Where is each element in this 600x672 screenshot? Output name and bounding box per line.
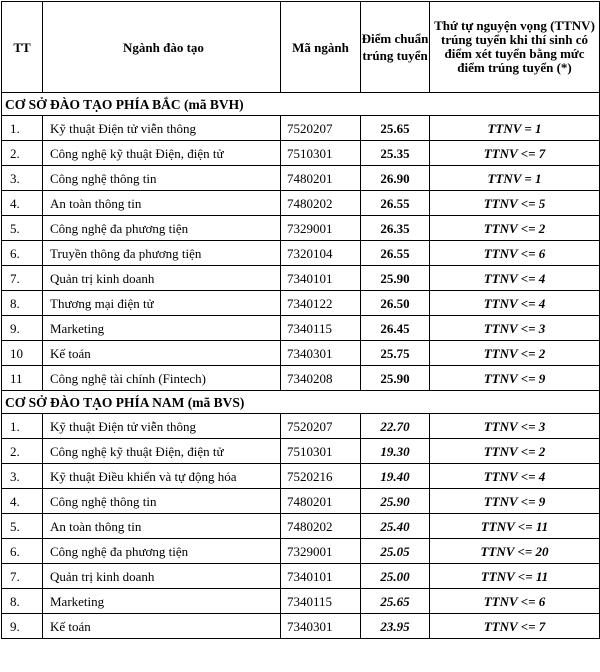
table-row [2, 216, 600, 241]
row-number: 9. [2, 316, 43, 341]
ttnv-rule: TTNV <= 11 [430, 564, 600, 589]
cutoff-score: 25.90 [361, 266, 430, 291]
table-row [2, 116, 600, 141]
table-row [2, 414, 600, 439]
row-number: 5. [2, 216, 43, 241]
cutoff-score: 25.40 [361, 514, 430, 539]
section-header-row [2, 93, 600, 116]
section-header-row [2, 391, 600, 414]
table-row [2, 366, 600, 391]
cutoff-score: 25.75 [361, 341, 430, 366]
ttnv-rule: TTNV <= 3 [430, 414, 600, 439]
row-number: 10 [2, 341, 43, 366]
program-name: Thương mại điện tử [43, 291, 281, 316]
program-name: Công nghệ kỹ thuật Điện, điện tử [43, 439, 281, 464]
ttnv-rule: TTNV <= 4 [430, 291, 600, 316]
program-name: Truyền thông đa phương tiện [43, 241, 281, 266]
table-row [2, 564, 600, 589]
ttnv-rule: TTNV <= 6 [430, 589, 600, 614]
row-number: 7. [2, 266, 43, 291]
ttnv-rule: TTNV <= 3 [430, 316, 600, 341]
program-name: Kế toán [43, 614, 281, 639]
program-code: 7520207 [281, 116, 361, 141]
program-name: Công nghệ đa phương tiện [43, 216, 281, 241]
table-header-row [2, 2, 600, 93]
ttnv-rule: TTNV <= 9 [430, 489, 600, 514]
program-name: Công nghệ kỹ thuật Điện, điện tử [43, 141, 281, 166]
ttnv-rule: TTNV <= 2 [430, 216, 600, 241]
row-number: 2. [2, 141, 43, 166]
program-code: 7520207 [281, 414, 361, 439]
program-name: Quản trị kinh doanh [43, 564, 281, 589]
program-name: An toàn thông tin [43, 191, 281, 216]
program-code: 7480202 [281, 191, 361, 216]
program-code: 7329001 [281, 539, 361, 564]
program-code: 7340115 [281, 589, 361, 614]
cutoff-score: 25.65 [361, 116, 430, 141]
program-name: Công nghệ thông tin [43, 489, 281, 514]
program-name: Kỹ thuật Điện tử viễn thông [43, 414, 281, 439]
cutoff-score: 23.95 [361, 614, 430, 639]
cutoff-score: 26.90 [361, 166, 430, 191]
section-title: CƠ SỞ ĐÀO TẠO PHÍA NAM (mã BVS) [2, 391, 600, 414]
table-row [2, 464, 600, 489]
ttnv-rule: TTNV <= 9 [430, 366, 600, 391]
section-title: CƠ SỞ ĐÀO TẠO PHÍA BẮC (mã BVH) [2, 93, 600, 116]
row-number: 7. [2, 564, 43, 589]
ttnv-rule: TTNV <= 7 [430, 614, 600, 639]
table-row [2, 316, 600, 341]
row-number: 8. [2, 291, 43, 316]
admission-score-table [1, 1, 600, 639]
row-number: 2. [2, 439, 43, 464]
program-name: Kế toán [43, 341, 281, 366]
ttnv-rule: TTNV <= 6 [430, 241, 600, 266]
program-name: Công nghệ thông tin [43, 166, 281, 191]
program-code: 7320104 [281, 241, 361, 266]
cutoff-score: 25.90 [361, 489, 430, 514]
table-row [2, 439, 600, 464]
cutoff-score: 26.50 [361, 291, 430, 316]
program-code: 7480202 [281, 514, 361, 539]
ttnv-rule: TTNV <= 4 [430, 464, 600, 489]
row-number: 6. [2, 539, 43, 564]
cutoff-score: 25.35 [361, 141, 430, 166]
row-number: 1. [2, 116, 43, 141]
row-number: 4. [2, 191, 43, 216]
row-number: 9. [2, 614, 43, 639]
header-tt: TT [2, 2, 43, 93]
program-name: Quản trị kinh doanh [43, 266, 281, 291]
cutoff-score: 25.00 [361, 564, 430, 589]
program-code: 7340115 [281, 316, 361, 341]
cutoff-score: 22.70 [361, 414, 430, 439]
cutoff-score: 19.30 [361, 439, 430, 464]
header-ttnv: Thứ tự nguyện vọng (TTNV) trúng tuyển khi thí sinh có điểm xét tuyển bằng mức điểm trúng tuyển (*) [430, 2, 600, 93]
ttnv-rule: TTNV <= 20 [430, 539, 600, 564]
cutoff-score: 25.65 [361, 589, 430, 614]
ttnv-rule: TTNV <= 4 [430, 266, 600, 291]
row-number: 8. [2, 589, 43, 614]
program-code: 7340122 [281, 291, 361, 316]
cutoff-score: 25.90 [361, 366, 430, 391]
row-number: 4. [2, 489, 43, 514]
row-number: 1. [2, 414, 43, 439]
table-row [2, 241, 600, 266]
table-row [2, 141, 600, 166]
ttnv-rule: TTNV <= 5 [430, 191, 600, 216]
program-code: 7340301 [281, 614, 361, 639]
header-nganh: Ngành đào tạo [43, 2, 281, 93]
cutoff-score: 25.05 [361, 539, 430, 564]
row-number: 3. [2, 166, 43, 191]
program-code: 7329001 [281, 216, 361, 241]
program-name: Marketing [43, 589, 281, 614]
program-code: 7480201 [281, 489, 361, 514]
cutoff-score: 26.55 [361, 241, 430, 266]
program-name: Công nghệ đa phương tiện [43, 539, 281, 564]
program-code: 7510301 [281, 439, 361, 464]
program-code: 7340101 [281, 266, 361, 291]
table-row [2, 489, 600, 514]
ttnv-rule: TTNV = 1 [430, 166, 600, 191]
table-row [2, 589, 600, 614]
table-row [2, 614, 600, 639]
table-row [2, 291, 600, 316]
program-code: 7520216 [281, 464, 361, 489]
ttnv-rule: TTNV <= 11 [430, 514, 600, 539]
cutoff-score: 26.55 [361, 191, 430, 216]
program-name: Công nghệ tài chính (Fintech) [43, 366, 281, 391]
program-code: 7340301 [281, 341, 361, 366]
program-name: Kỹ thuật Điều khiển và tự động hóa [43, 464, 281, 489]
program-name: An toàn thông tin [43, 514, 281, 539]
cutoff-score: 26.35 [361, 216, 430, 241]
ttnv-rule: TTNV = 1 [430, 116, 600, 141]
ttnv-rule: TTNV <= 7 [430, 141, 600, 166]
program-code: 7340208 [281, 366, 361, 391]
table-row [2, 341, 600, 366]
program-name: Marketing [43, 316, 281, 341]
table-row [2, 539, 600, 564]
header-ma-nganh: Mã ngành [281, 2, 361, 93]
row-number: 6. [2, 241, 43, 266]
table-row [2, 514, 600, 539]
table-row [2, 266, 600, 291]
ttnv-rule: TTNV <= 2 [430, 439, 600, 464]
row-number: 5. [2, 514, 43, 539]
cutoff-score: 26.45 [361, 316, 430, 341]
table-row [2, 166, 600, 191]
table-row [2, 191, 600, 216]
header-diem-chuan: Điểm chuẩn trúng tuyển [361, 2, 430, 93]
row-number: 11 [2, 366, 43, 391]
program-code: 7340101 [281, 564, 361, 589]
program-code: 7480201 [281, 166, 361, 191]
cutoff-score: 19.40 [361, 464, 430, 489]
row-number: 3. [2, 464, 43, 489]
program-code: 7510301 [281, 141, 361, 166]
ttnv-rule: TTNV <= 2 [430, 341, 600, 366]
program-name: Kỹ thuật Điện tử viễn thông [43, 116, 281, 141]
